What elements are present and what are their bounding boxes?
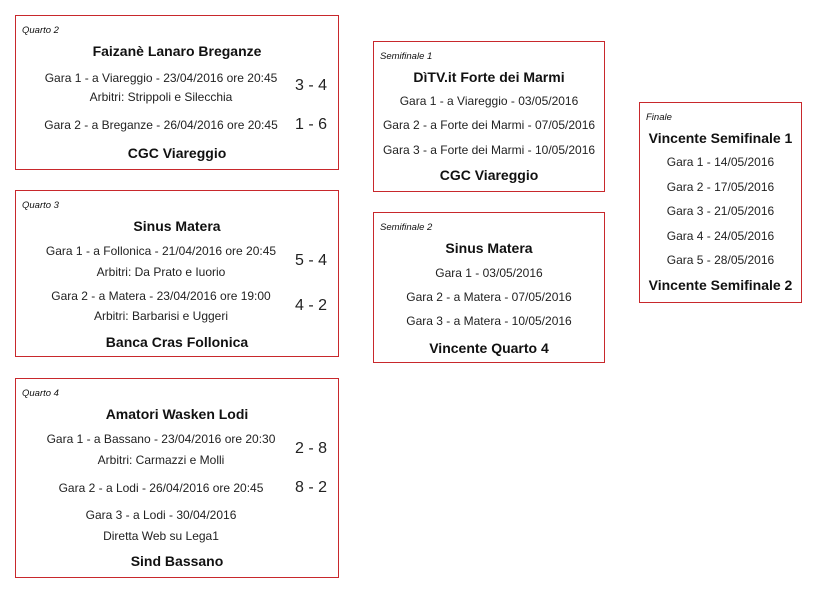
team-away: CGC Viareggio	[127, 145, 227, 161]
match-line: Gara 1 - a Follonica - 21/04/2016 ore 20:45	[45, 244, 277, 258]
match-score: 3 - 4	[294, 77, 327, 94]
semifinale1-box	[373, 41, 605, 192]
referees: Arbitri: Da Prato e Iuorio	[96, 265, 226, 279]
match-score: 5 - 4	[294, 252, 327, 269]
match-score: 1 - 6	[294, 116, 327, 133]
match-line: Gara 3 - a Lodi - 30/04/2016	[85, 508, 237, 522]
match-line: Gara 2 - a Forte dei Marmi - 07/05/2016	[382, 118, 596, 132]
match-line: Gara 5 - 28/05/2016	[666, 253, 775, 267]
stage-label: Quarto 4	[22, 388, 59, 399]
match-line: Gara 1 - a Bassano - 23/04/2016 ore 20:30	[46, 432, 276, 446]
match-line: Gara 1 - a Viareggio - 03/05/2016	[399, 94, 579, 108]
team-home: Amatori Wasken Lodi	[105, 406, 249, 422]
referees: Arbitri: Strippoli e Silecchia	[89, 90, 233, 104]
stage-label: Quarto 2	[22, 25, 59, 36]
stage-label: Finale	[646, 112, 672, 123]
match-line: Gara 1 - 03/05/2016	[435, 266, 543, 280]
match-line: Gara 2 - a Breganze - 26/04/2016 ore 20:45	[44, 118, 278, 132]
team-home: Sinus Matera	[445, 240, 533, 256]
match-line: Gara 2 - 17/05/2016	[666, 180, 775, 194]
quarto2-box	[15, 15, 339, 170]
match-score: 8 - 2	[294, 479, 327, 496]
match-line: Gara 2 - a Lodi - 26/04/2016 ore 20:45	[58, 481, 264, 495]
match-score: 4 - 2	[294, 297, 327, 314]
match-line: Gara 1 - 14/05/2016	[666, 155, 775, 169]
team-home: Vincente Semifinale 1	[648, 130, 793, 146]
match-line: Gara 3 - a Forte dei Marmi - 10/05/2016	[382, 143, 596, 157]
stage-label: Semifinale 2	[380, 222, 433, 233]
team-home: Faizanè Lanaro Breganze	[92, 43, 262, 59]
team-away: Vincente Semifinale 2	[648, 277, 793, 293]
match-line: Gara 3 - 21/05/2016	[666, 204, 775, 218]
quarto3-box	[15, 190, 339, 357]
match-line: Gara 2 - a Matera - 23/04/2016 ore 19:00	[51, 289, 271, 303]
finale-box	[639, 102, 802, 303]
team-away: Banca Cras Follonica	[105, 334, 249, 350]
team-away: CGC Viareggio	[439, 167, 539, 183]
semifinale2-box	[373, 212, 605, 363]
match-line: Gara 3 - a Matera - 10/05/2016	[406, 314, 572, 328]
stage-label: Quarto 3	[22, 200, 59, 211]
match-line: Gara 1 - a Viareggio - 23/04/2016 ore 20:45	[44, 71, 278, 85]
broadcast-note: Diretta Web su Lega1	[103, 529, 219, 543]
team-home: Sinus Matera	[133, 218, 221, 234]
match-line: Gara 4 - 24/05/2016	[666, 229, 775, 243]
referees: Arbitri: Carmazzi e Molli	[97, 453, 225, 467]
quarto4-box	[15, 378, 339, 578]
team-home: DìTV.it Forte dei Marmi	[413, 69, 565, 85]
team-away: Vincente Quarto 4	[429, 340, 549, 356]
stage-label: Semifinale 1	[380, 51, 433, 62]
match-line: Gara 2 - a Matera - 07/05/2016	[406, 290, 572, 304]
referees: Arbitri: Barbarisi e Uggeri	[93, 309, 229, 323]
team-away: Sind Bassano	[130, 553, 224, 569]
match-score: 2 - 8	[294, 440, 327, 457]
